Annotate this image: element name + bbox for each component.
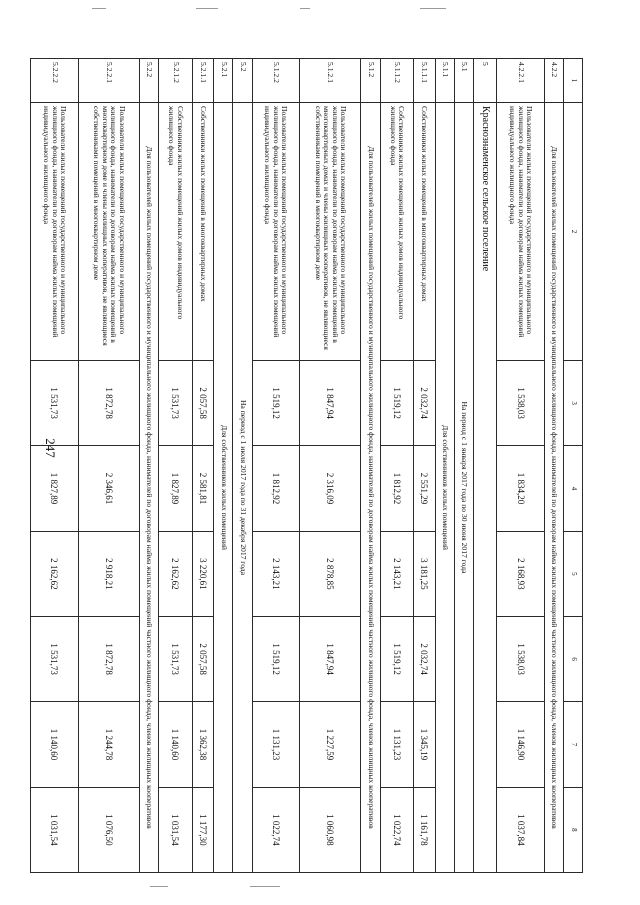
column-number: 3: [564, 361, 583, 446]
row-code: 5.2: [233, 59, 252, 103]
row-code: 5.2.2: [140, 59, 159, 103]
table-row: [192, 59, 214, 873]
row-description: Пользователи жилых помещений государственного и муниципального жилищного фонда, наниматели по договорам найма жилых помещений индивидуального жилищного фонда: [31, 103, 79, 361]
tariff-value: 1 538,03: [497, 361, 544, 446]
column-number: 2: [564, 103, 583, 361]
tariff-value: 2 143,21: [252, 531, 299, 616]
tariff-value: 2 162,62: [159, 531, 192, 616]
scan-mark: [420, 8, 446, 9]
tariff-value: 2 551,29: [413, 446, 435, 531]
row-description: Пользователи жилых помещений государственного и муниципального жилищного фонда, наниматели по договорам найма жилых помещений индивидуального жилищного фонда: [497, 103, 544, 361]
tariff-value: 1 872,78: [78, 361, 140, 446]
tariff-value: 2 057,58: [192, 361, 214, 446]
column-number: 6: [564, 616, 583, 701]
column-number: 7: [564, 702, 583, 787]
tariff-table-body: [31, 59, 583, 873]
table-row: [31, 59, 79, 873]
column-number-row: [564, 59, 583, 873]
tariff-value: 1 140,60: [31, 702, 79, 787]
table-row: [435, 59, 454, 873]
table-row: [497, 59, 544, 873]
section-heading: Для пользователей жилых помещений государственного и муниципального жилищного фонда, нанимателей по договорам найма жилых помещений частного жилищного фонда, членов жилищных кооперативов: [544, 103, 563, 873]
tariff-value: 1 244,78: [78, 702, 140, 787]
tariff-value: 1 022,74: [252, 787, 299, 872]
tariff-value: 1 519,12: [380, 616, 413, 701]
scan-mark: [150, 886, 168, 887]
section-heading: Для собственников жилых помещений: [435, 103, 454, 873]
column-number: 1: [564, 59, 583, 103]
row-code: 5.1.2: [361, 59, 380, 103]
table-row: [233, 59, 252, 873]
tariff-value: 1 140,60: [159, 702, 192, 787]
table-row: [252, 59, 299, 873]
tariff-value: 1 362,38: [192, 702, 214, 787]
tariff-value: 1 812,92: [252, 446, 299, 531]
tariff-table-rotated: [30, 58, 583, 873]
page-number: 247: [42, 438, 58, 458]
tariff-value: 1 847,94: [299, 361, 361, 446]
table-row: [78, 59, 140, 873]
table-row: [214, 59, 233, 873]
table-row: [544, 59, 563, 873]
tariff-value: 1 531,73: [159, 616, 192, 701]
tariff-table: [30, 58, 583, 873]
table-row: [299, 59, 361, 873]
tariff-value: 1 146,90: [497, 702, 544, 787]
tariff-value: 3 220,61: [192, 531, 214, 616]
column-number: 5: [564, 531, 583, 616]
row-description: Пользователи жилых помещений государственного и муниципального жилищного фонда, наниматели по договорам найма жилых помещений в многоквартирном доме и члены жилищных кооперативов, не являющиеся собственниками помещений в многоквартирном доме: [78, 103, 140, 361]
row-description: Пользователи жилых помещений государственного и муниципального жилищного фонда, наниматели по договорам найма жилых помещений в многоквартирных домах и члены жилищных кооперативов, не являющиеся собственниками помещений в многоквартирном доме: [299, 103, 361, 361]
tariff-value: 2 918,21: [78, 531, 140, 616]
section-heading: Для пользователей жилых помещений государственного и муниципального жилищного фонда, нанимателей по договорам найма жилых помещений частного жилищного фонда, членов жилищных кооперативов: [140, 103, 159, 873]
row-code: 5.1.1.1: [413, 59, 435, 103]
tariff-value: 1 827,89: [159, 446, 192, 531]
tariff-value: 1 131,23: [252, 702, 299, 787]
table-row: [159, 59, 192, 873]
row-description: Собственники жилых помещений жилых домов индивидуального жилищного фонда: [380, 103, 413, 361]
tariff-value: 1 812,92: [380, 446, 413, 531]
tariff-value: 2 162,62: [31, 531, 79, 616]
tariff-value: 1 031,54: [31, 787, 79, 872]
tariff-value: 2 346,61: [78, 446, 140, 531]
tariff-value: 1 060,98: [299, 787, 361, 872]
column-number: 8: [564, 787, 583, 872]
row-code: 5.2.1.1: [192, 59, 214, 103]
row-code: 5.1.1: [435, 59, 454, 103]
tariff-value: 1 227,59: [299, 702, 361, 787]
tariff-value: 1 847,94: [299, 616, 361, 701]
tariff-value: 1 037,84: [497, 787, 544, 872]
tariff-value: 2 316,09: [299, 446, 361, 531]
tariff-value: 1 531,73: [31, 361, 79, 446]
row-code: 5.1.1.2: [380, 59, 413, 103]
tariff-value: 1 519,12: [252, 361, 299, 446]
tariff-value: 1 519,12: [380, 361, 413, 446]
row-description: Собственники жилых помещений в многоквартирных домах: [413, 103, 435, 361]
tariff-value: 1 076,50: [78, 787, 140, 872]
tariff-value: 1 531,73: [159, 361, 192, 446]
table-row: [140, 59, 159, 873]
row-code: 5.2.1: [214, 59, 233, 103]
tariff-value: 2 032,74: [413, 361, 435, 446]
tariff-value: 1 519,12: [252, 616, 299, 701]
tariff-value: 1 177,30: [192, 787, 214, 872]
tariff-value: 2 581,81: [192, 446, 214, 531]
scan-mark: [92, 8, 106, 9]
row-code: 5.2.2.1: [78, 59, 140, 103]
tariff-value: 1 872,78: [78, 616, 140, 701]
row-code: 4.2.2.1: [497, 59, 544, 103]
tariff-value: 1 834,20: [497, 446, 544, 531]
row-code: 5.2.1.2: [159, 59, 192, 103]
tariff-value: 1 022,74: [380, 787, 413, 872]
column-number: 4: [564, 446, 583, 531]
table-row: [473, 59, 497, 873]
table-row: [454, 59, 473, 873]
tariff-value: 2 032,74: [413, 616, 435, 701]
tariff-value: 3 181,25: [413, 531, 435, 616]
tariff-value: 2 168,93: [497, 531, 544, 616]
tariff-value: 1 531,73: [31, 616, 79, 701]
tariff-value: 1 031,54: [159, 787, 192, 872]
table-row: [380, 59, 413, 873]
section-heading: На период с 1 июля 2017 года по 31 декабря 2017 года: [233, 103, 252, 873]
row-description: Собственники жилых помещений в многоквартирных домах: [192, 103, 214, 361]
row-code: 5.1.2.1: [299, 59, 361, 103]
row-description: Пользователи жилых помещений государственного и муниципального жилищного фонда, наниматели по договорам найма жилых помещений индивидуального жилищного фонда: [252, 103, 299, 361]
tariff-value: 1 827,89: [31, 446, 79, 531]
scan-mark: [300, 8, 310, 9]
row-code: 5.1: [454, 59, 473, 103]
row-code: 5: [473, 59, 497, 103]
table-row: [413, 59, 435, 873]
section-heading: На период с 1 января 2017 года по 30 июня 2017 года: [454, 103, 473, 873]
tariff-value: 2 878,85: [299, 531, 361, 616]
scan-mark: [196, 8, 218, 9]
tariff-value: 1 538,03: [497, 616, 544, 701]
row-code: 5.2.2.2: [31, 59, 79, 103]
section-heading: Для пользователей жилых помещений государственного и муниципального жилищного фонда, нанимателей по договорам найма жилых помещений частного жилищного фонда, членов жилищных кооперативов: [361, 103, 380, 873]
tariff-value: 1 161,78: [413, 787, 435, 872]
settlement-name: Краснознаменское сельское поселение: [473, 103, 497, 873]
row-code: 5.1.2.2: [252, 59, 299, 103]
tariff-value: 2 143,21: [380, 531, 413, 616]
scan-mark: [250, 886, 280, 887]
tariff-value: 2 057,58: [192, 616, 214, 701]
tariff-value: 1 131,23: [380, 702, 413, 787]
row-description: Собственники жилых помещений жилых домов индивидуального жилищного фонда: [159, 103, 192, 361]
section-heading: Для собственников жилых помещений: [214, 103, 233, 873]
row-code: 4.2.2: [544, 59, 563, 103]
table-row: [361, 59, 380, 873]
tariff-value: 1 345,19: [413, 702, 435, 787]
